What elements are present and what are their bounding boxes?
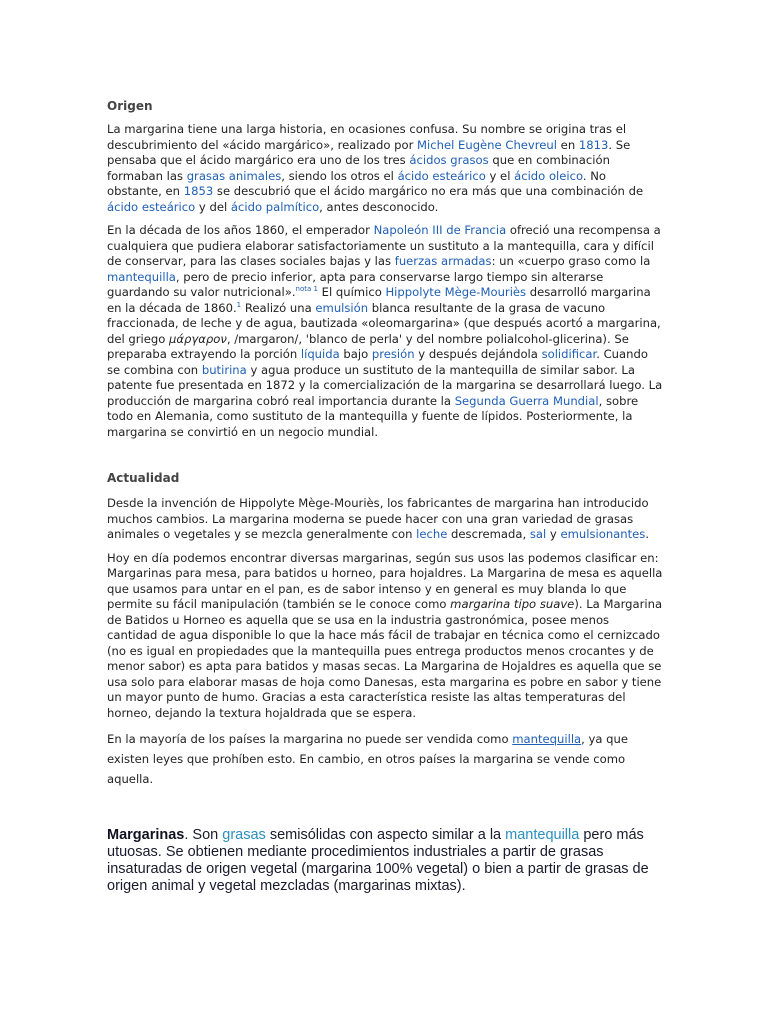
text-run: . Cuando se combina con [107,347,648,377]
text-run: blanca resultante de la grasa de vacuno fraccionada, de leche y de agua, bautizada «oleomargarina» (que después acortó a margarina, del griego [107,300,661,346]
section-actualidad [107,470,663,789]
paragraph-actualidad-2 [107,551,663,722]
text-run: En la década de los años 1860, el emperador [107,223,374,237]
inline-link[interactable]: grasas animales [186,168,282,183]
definition-paragraph [107,827,663,895]
paragraph-actualidad-1 [107,496,663,543]
text-run: , siendo los otros el [281,168,398,183]
inline-link[interactable]: emulsionantes [560,527,646,541]
text-run: . Son [184,827,223,843]
text-run: Realizó una [241,300,316,315]
text-run: y el [485,168,515,183]
text-run: ). La Margarina de Batidos u Horneo es aquella que se usa en la industria gastronómica, posee menos cantidad de agua disponible lo que la hace más fácil de trabajar en técnica como el cernizcado (no es igual en propiedades que la mantequilla pues entrega productos menos crocantes y de menor sabor) es apta para batidos y masas secas. La Margarina de Hojaldres es aquella que se usa solo para elaborar masas de hoja como Danesas, esta margarina es pobre en sabor y tiene un mayor punto de humo. Gracias a esta característica resiste las altas temperaturas del horneo, dejando la textura hojaldrada que se espera. [107,597,663,720]
text-run: desarrolló margarina en la década de 1860. [107,285,651,315]
text-run: Desde la invención de Hippolyte Mège-Mouriès, los fabricantes de margarina han introducido muchos cambios. La margarina moderna se puede hacer con una gran variedad de grasas animales o vegetales y se mezcla generalmente con [107,496,649,541]
inline-link[interactable]: ácido palmítico [230,199,320,214]
text-run: , ya que existen leyes que prohíben esto. En cambio, en otros países la margarina se vende como aquella. [107,732,629,786]
text-run: , pero de precio inferior, apta para conservarse largo tiempo sin alterarse guardando su valor nutricional». [107,269,604,299]
text-run: En la mayoría de los países la margarina no puede ser vendida como [107,732,513,746]
text-run: . [645,527,650,541]
text-run: bajo [339,347,372,361]
inline-link[interactable]: solidificar [541,347,597,361]
text-run: en [557,137,579,152]
text-run: y después dejándola [414,347,542,361]
text-run: , sobre todo en Alemania, como sustituto de la mantequilla y fuente de lípidos. Posteriormente, la margarina se convirtió en un negocio mundial. [107,393,639,439]
term-bold: Margarinas [107,827,185,843]
inline-link[interactable]: sal [529,527,547,541]
inline-link[interactable]: presión [371,347,415,361]
text-run: pero más utuosas. Se obtienen mediante procedimientos industriales a partir de grasas insaturadas de origen vegetal (margarina 100% vegetal) o bien a partir de grasas de origen animal y vegetal mezcladas (margarinas mixtas). [107,827,649,894]
text-run: margarina tipo suave [450,597,575,611]
text-run: se descubrió que el ácido margárico no era más que una combinación de [213,184,644,198]
inline-link[interactable]: mantequilla [512,732,582,746]
inline-link[interactable]: 1853 [183,184,214,198]
footnote-link[interactable]: 1 [236,300,242,309]
inline-link[interactable]: líquida [300,347,340,361]
inline-link[interactable]: ácido oleico [514,168,583,183]
text-run: . Se pensaba que el ácido margárico era uno de los tres [107,137,631,167]
text-run: semisólidas con aspecto similar a la [265,827,506,843]
paragraph-origen-2 [107,223,663,440]
text-run: y del [195,199,231,214]
inline-link[interactable]: leche [416,527,448,541]
inline-link[interactable]: ácidos grasos [409,153,489,167]
text-run: μάργαρον [169,331,227,346]
text-run: La margarina tiene una larga historia, en ocasiones confusa. Su nombre se origina tras el descubrimiento del «ácido margárico», realizado por [107,122,627,152]
inline-link[interactable]: ácido esteárico [397,168,486,183]
paragraph-actualidad-3 [107,729,663,789]
text-run: y agua produce un sustituto de la mantequilla de similar sabor. La patente fue presentada en 1872 y la comercialización de la margarina se desarrollará luego. La producción de margarina cobró real importancia durante la [107,362,663,408]
inline-link[interactable]: fuerzas armadas [394,254,492,268]
inline-link[interactable]: ácido esteárico [107,199,196,214]
inline-link[interactable]: Segunda Guerra Mundial [454,393,599,408]
inline-link[interactable]: Hippolyte Mège-Mouriès [385,285,527,299]
text-run: : un «cuerpo graso como la [491,254,651,268]
inline-link[interactable]: Michel Eugène Chevreul [417,137,557,152]
text-run: , /margaron/, 'blanco de perla' y del nombre polialcohol-glicerina). Se preparaba extrayendo la porción [107,331,629,361]
footnote-link[interactable]: nota 1 [295,285,318,294]
text-run: descremada, [447,527,530,541]
inline-link[interactable]: 1813 [578,137,609,152]
text-run: El químico [317,285,386,299]
inline-link[interactable]: emulsión [315,300,369,315]
section-heading-actualidad: Actualidad [107,471,180,485]
paragraph-origen-1 [107,122,663,215]
inline-link[interactable]: butirina [201,362,247,377]
inline-link[interactable]: mantequilla [505,827,580,843]
text-run: ofreció una recompensa a cualquiera que pudiera elaborar satisfactoriamente un sustituto a la mantequilla, cara y difícil de conservar, para las clases sociales bajas y las [107,223,661,268]
document-page [107,98,663,910]
text-run: . No obstante, en [107,168,607,198]
inline-link[interactable]: Napoleón III de Francia [373,223,507,237]
text-run: Hoy en día podemos encontrar diversas margarinas, según sus usos las podemos clasificar en: Margarinas para mesa, para batidos u horneo, para hojaldres. La Margarina de mesa es aquella que usamos para untar en el pan, es de sabor intenso y en general es muy blanda lo que permite su fácil manipulación (también se le conoce como [107,550,663,611]
text-run: y [546,527,561,541]
inline-link[interactable]: mantequilla [107,269,176,284]
inline-link[interactable]: grasas [222,827,266,843]
section-heading-origen: Origen [107,99,153,113]
text-run: , antes desconocido. [319,199,439,214]
text-run: que en combinación formaban las [107,153,610,183]
